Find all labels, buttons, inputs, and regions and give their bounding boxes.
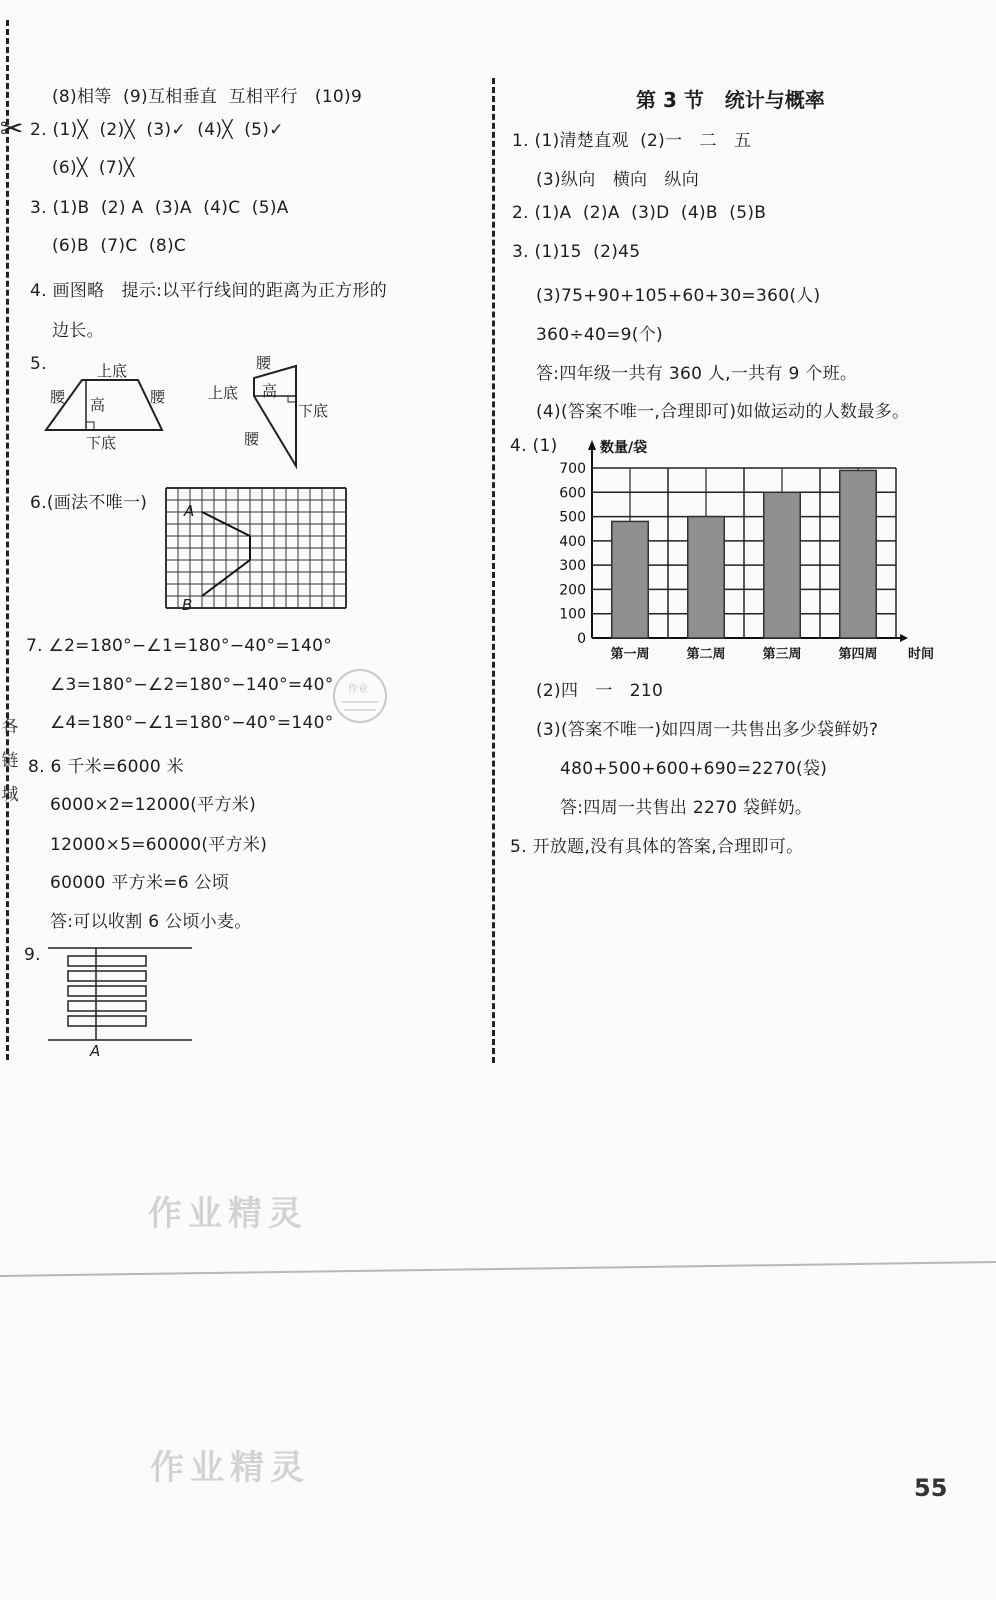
right-q1-line1: 1. (1)清楚直观 (2)一 二 五 (512, 131, 752, 151)
x-tick-label: 第三周 (762, 647, 802, 662)
bar-3 (764, 492, 800, 638)
page-fold-line (0, 1261, 996, 1277)
left-q7-line2: ∠3=180°−∠2=180°−140°=40° (50, 675, 334, 695)
x-axis-title: 时间 (908, 647, 935, 662)
left-q4-line1: 4. 画图略 提示:以平行线间的距离为正方形的 (30, 281, 388, 301)
right-q3-line3: 360÷40=9(个) (536, 325, 663, 345)
seal-stamp (332, 666, 390, 726)
x-tick-label: 第一周 (610, 647, 650, 662)
right-q1-line2: (3)纵向 横向 纵向 (536, 170, 700, 190)
page-number: 55 (914, 1474, 948, 1502)
left-q7-line3: ∠4=180°−∠1=180°−40°=140° (50, 713, 334, 733)
y-tick-label: 0 (577, 631, 586, 647)
y-axis-arrow (588, 440, 596, 450)
watermark-upper: 作业精灵 (148, 1194, 308, 1234)
right-q3-line1: 3. (1)15 (2)45 (512, 242, 641, 262)
right-q3-line2: (3)75+90+105+60+30=360(人) (536, 286, 821, 306)
right-q5-line: 5. 开放题,没有具体的答案,合理即可。 (510, 837, 804, 857)
bar-1 (612, 521, 648, 638)
q9-point-a: A (90, 1042, 101, 1060)
left-q2-line2: (6)╳ (7)╳ (52, 158, 135, 178)
left-q8-line4: 60000 平方米=6 公顷 (50, 873, 230, 893)
left-q3-line2: (6)B (7)C (8)C (52, 236, 187, 256)
seal-text: 作业 (348, 684, 368, 695)
right-q3-line5: (4)(答案不唯一,合理即可)如做运动的人数最多。 (536, 402, 910, 422)
trap1-left-leg-label: 腰 (50, 388, 66, 406)
y-tick-label: 600 (559, 485, 586, 502)
bar-4 (840, 470, 876, 638)
center-divider (492, 78, 495, 1063)
right-q4-line3: (3)(答案不唯一)如四周一共售出多少袋鲜奶? (536, 720, 879, 740)
trap2-height-label: 高 (262, 382, 278, 400)
right-q4-label: 4. (1) (510, 436, 558, 456)
left-q3-line1: 3. (1)B (2) A (3)A (4)C (5)A (30, 198, 289, 218)
y-tick-label: 100 (559, 606, 586, 623)
left-q8-line2: 6000×2=12000(平方米) (50, 795, 257, 815)
trap2-upper-base-label: 上底 (208, 384, 239, 402)
y-axis-title: 数量/袋 (600, 440, 648, 456)
trap1-right-leg-label: 腰 (150, 388, 166, 406)
left-q4-line2: 边长。 (52, 321, 104, 341)
y-tick-label: 500 (559, 509, 586, 526)
x-axis-arrow (900, 634, 908, 642)
trap1-height-label: 高 (90, 396, 106, 414)
y-tick-label: 400 (559, 533, 586, 550)
left-q7-line1: 7. ∠2=180°−∠1=180°−40°=140° (26, 636, 333, 656)
trap2-leg-label: 腰 (244, 430, 260, 448)
x-tick-label: 第二周 (686, 647, 726, 662)
bar-2 (688, 517, 724, 638)
x-tick-label: 第四周 (838, 647, 878, 662)
right-q4-line2: (2)四 一 210 (536, 681, 664, 701)
left-q8-line3: 12000×5=60000(平方米) (50, 835, 268, 855)
left-q8-line5: 答:可以收割 6 公顷小麦。 (50, 912, 252, 932)
watermark-lower: 作业精灵 (150, 1448, 310, 1488)
right-q4-line5: 答:四周一共售出 2270 袋鲜奶。 (560, 798, 813, 818)
scissors-icon: ✂ (0, 112, 24, 145)
y-tick-label: 700 (559, 461, 586, 477)
q6-point-b: B (182, 596, 193, 614)
trap1-top-label: 上底 (97, 362, 128, 380)
milk-sales-bar-chart (548, 434, 948, 666)
q9-stacked-rectangles-diagram (46, 944, 196, 1046)
trap2-lower-base-label: 下底 (298, 402, 329, 420)
left-q9-number: 9. (24, 945, 41, 965)
right-q4-line4: 480+500+600+690=2270(袋) (560, 759, 828, 779)
left-q6-label: 6.(画法不唯一) (30, 493, 148, 513)
section-title: 第 3 节 统计与概率 (636, 88, 825, 112)
q6-point-a: A (184, 502, 195, 520)
trap2-top-label: 腰 (256, 354, 272, 372)
left-q5-number: 5. (30, 354, 47, 374)
margin-text: 各链城 (1, 717, 19, 805)
left-q8-line1: 8. 6 千米=6000 米 (28, 757, 184, 777)
left-q2-line1: 2. (1)╳ (2)╳ (3)✓ (4)╳ (5)✓ (30, 120, 284, 140)
y-tick-label: 300 (559, 558, 586, 575)
left-q8-line: (8)相等 (9)互相垂直 互相平行 (10)9 (52, 87, 363, 107)
left-margin-cut-line (6, 20, 9, 1060)
right-q3-line4: 答:四年级一共有 360 人,一共有 9 个班。 (536, 364, 858, 384)
y-tick-label: 200 (559, 582, 586, 599)
trap1-bottom-label: 下底 (86, 434, 117, 452)
right-q2-line: 2. (1)A (2)A (3)D (4)B (5)B (512, 203, 767, 223)
